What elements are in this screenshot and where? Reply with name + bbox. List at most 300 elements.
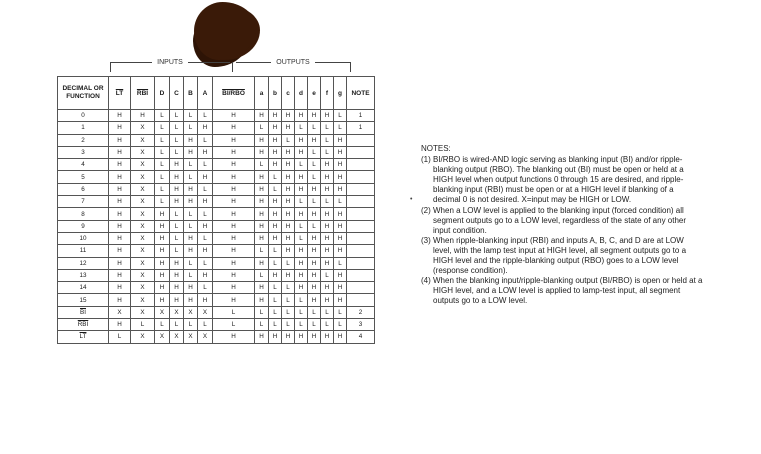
column-header: C [170,77,184,110]
ink-blot [194,2,256,60]
table-cell: L [269,257,282,269]
table-cell: X [198,306,213,318]
note-text: When ripple-blanking input (RBI) and inputs A, B, C, and D are at LOW level, with the lamp test input at HIGH level, all segment outputs go to a HIGH level and the ripple-blanking output (RBO) goes to a LOW level (response condition). [433,235,687,276]
table-cell: H [255,171,269,183]
table-cell: H [213,146,255,158]
header-row [58,77,375,110]
table-cell: L [269,319,282,331]
table-cell: H [109,319,131,331]
table-cell: L [334,257,347,269]
table-row [58,122,375,134]
table-cell: H [334,134,347,146]
table-cell: H [109,220,131,232]
table-cell: H [184,245,198,257]
table-cell: L [109,331,131,343]
table-cell: L [308,171,321,183]
table-cell: H [334,171,347,183]
table-cell: H [170,269,184,281]
table-cell [347,245,375,257]
table-cell: X [184,331,198,343]
table-cell: L [255,269,269,281]
table-cell: L [170,220,184,232]
table-cell: X [131,257,155,269]
note-text: When the blanking input/ripple-blanking output (BI/RBO) is open or held at a HIGH level, and a LOW level is applied to lamp-test input, all segment outputs go to a LOW level. [433,276,703,306]
table-cell: H [334,159,347,171]
table-cell: H [109,146,131,158]
table-cell: 1 [347,110,375,122]
table-cell: H [334,269,347,281]
table-cell: H [255,331,269,343]
table-cell: H [155,257,170,269]
table-cell: H [184,232,198,244]
table-cell: L [295,319,308,331]
table-cell: H [282,232,295,244]
table-cell: L [155,319,170,331]
table-cell: X [131,220,155,232]
table-cell: H [213,269,255,281]
table-cell: H [131,110,155,122]
table-cell: L [170,319,184,331]
column-header: NOTE [347,77,375,110]
table-cell: H [213,183,255,195]
table-row [58,232,375,244]
row-label: $\overline{RBI}$ [58,319,109,331]
table-cell: H [321,208,334,220]
table-cell: H [295,208,308,220]
table-cell: L [170,110,184,122]
table-cell: H [308,245,321,257]
table-cell: H [334,331,347,343]
table-cell: L [155,171,170,183]
table-cell: L [184,171,198,183]
table-cell: L [155,110,170,122]
table-cell: H [184,294,198,306]
row-label: 7 [58,196,109,208]
table-cell: X [184,306,198,318]
table-cell: X [170,306,184,318]
table-cell: X [131,245,155,257]
note-number: (2) [421,205,431,215]
table-cell: L [308,220,321,232]
table-cell: H [213,171,255,183]
table-row [58,269,375,281]
table-row [58,319,375,331]
table-cell: X [109,306,131,318]
table-cell: H [198,196,213,208]
table-cell: L [321,122,334,134]
table-row [58,245,375,257]
table-cell: H [269,196,282,208]
table-cell [347,232,375,244]
table-cell: H [282,269,295,281]
table-cell: H [269,146,282,158]
table-cell: L [334,122,347,134]
table-cell: H [109,110,131,122]
table-cell: L [321,269,334,281]
row-label: 11 [58,245,109,257]
table-cell: H [184,183,198,195]
table-cell: H [308,282,321,294]
table-cell: H [334,232,347,244]
table-cell: L [255,122,269,134]
table-cell: H [109,269,131,281]
table-row [58,159,375,171]
outputs-group-label [236,55,350,69]
table-cell: H [269,110,282,122]
row-label: 8 [58,208,109,220]
table-cell: X [131,208,155,220]
table-cell: L [184,208,198,220]
column-header: $\overline{LT}$ [109,77,131,110]
notes-heading: NOTES: [421,144,451,153]
table-row [58,183,375,195]
table-cell: L [198,319,213,331]
table-cell: H [255,196,269,208]
table-cell: H [109,294,131,306]
table-cell: H [321,110,334,122]
table-cell: H [321,257,334,269]
table-cell [347,220,375,232]
column-header: $\overline{RBI}$ [131,77,155,110]
table-cell: L [198,208,213,220]
row-label: 15 [58,294,109,306]
table-cell: H [198,220,213,232]
table-cell: L [184,220,198,232]
table-cell: H [109,232,131,244]
table-cell: H [308,232,321,244]
table-cell: H [155,232,170,244]
table-cell: H [295,245,308,257]
table-cell: 4 [347,331,375,343]
table-cell: H [269,208,282,220]
table-cell: H [308,294,321,306]
table-cell: X [131,294,155,306]
row-label: 2 [58,134,109,146]
table-cell: H [269,269,282,281]
table-cell: L [321,146,334,158]
table-cell: H [198,171,213,183]
row-label: 0 [58,110,109,122]
table-cell: H [321,282,334,294]
table-cell: H [282,196,295,208]
table-cell: H [255,220,269,232]
table-cell: H [255,257,269,269]
table-cell: H [282,183,295,195]
table-cell: H [213,294,255,306]
table-cell [347,257,375,269]
table-cell: L [184,319,198,331]
table-cell: L [334,196,347,208]
table-row [58,220,375,232]
row-label: 1 [58,122,109,134]
row-label: 9 [58,220,109,232]
table-cell: L [282,257,295,269]
note-number: (1) [421,155,431,165]
table-row [58,257,375,269]
table-cell: L [170,232,184,244]
table-cell: H [295,183,308,195]
table-cell: L [155,134,170,146]
table-cell: H [109,134,131,146]
note-number: (3) [421,235,431,245]
column-header: b [269,77,282,110]
table-cell: L [184,159,198,171]
note-number: (4) [421,276,431,286]
table-cell: H [295,171,308,183]
row-label: $\overline{BI}$ [58,306,109,318]
table-cell: L [295,196,308,208]
table-cell: L [155,146,170,158]
table-cell: H [321,232,334,244]
table-cell: H [295,134,308,146]
table-cell: H [282,159,295,171]
table-cell: H [321,294,334,306]
column-header: c [282,77,295,110]
table-cell: H [282,245,295,257]
table-cell: L [269,183,282,195]
table-cell: L [308,319,321,331]
table-cell: L [334,110,347,122]
table-row [58,146,375,158]
table-cell: H [255,146,269,158]
table-cell: L [198,134,213,146]
column-header: A [198,77,213,110]
inputs-label: INPUTS [157,58,183,66]
table-cell: H [109,282,131,294]
table-cell: L [334,319,347,331]
table-cell: L [295,232,308,244]
table-cell: L [308,159,321,171]
table-cell: H [213,331,255,343]
table-cell [347,171,375,183]
table-cell: H [334,294,347,306]
table-cell: H [109,159,131,171]
table-cell: H [282,331,295,343]
table-cell: L [170,245,184,257]
table-cell: L [321,306,334,318]
table-cell: L [295,306,308,318]
column-header: BI/RBO [213,77,255,110]
table-cell: H [155,294,170,306]
table-cell: L [308,196,321,208]
table-cell: H [170,183,184,195]
table-cell: L [170,122,184,134]
table-cell: X [131,183,155,195]
table-cell: H [334,208,347,220]
table-cell: L [321,319,334,331]
table-cell: H [308,208,321,220]
table-cell: H [295,282,308,294]
table-cell: H [334,282,347,294]
table-cell: H [213,257,255,269]
table-cell: L [269,245,282,257]
table-cell: H [109,196,131,208]
table-cell: H [155,245,170,257]
table-cell: H [282,122,295,134]
column-header: DECIMAL OR FUNCTION [58,77,109,110]
table-cell [347,159,375,171]
column-header: D [155,77,170,110]
table-cell [347,269,375,281]
table-cell: H [213,208,255,220]
table-cell: H [269,134,282,146]
table-cell: L [198,232,213,244]
table-cell: H [155,269,170,281]
table-cell: H [198,146,213,158]
table-cell: L [282,306,295,318]
row-label: 10 [58,232,109,244]
table-cell: H [198,294,213,306]
note-item [421,155,703,205]
note-text: BI/RBO is wired-AND logic serving as blanking input (BI) and/or ripple-blanking output (RBO). The blanking out (BI) must be open or held at a HIGH level when output functions 0 through 15 are desired, and ripple-blanking input (RBI) must be open or at a HIGH level if blanking of a decimal 0 is not desired. X=input may be HIGH or LOW. [433,155,684,205]
table-cell: L [155,159,170,171]
table-cell: H [213,282,255,294]
table-cell: H [170,196,184,208]
note-item [421,206,703,236]
table-row [58,331,375,343]
table-cell: L [184,110,198,122]
table-cell: H [282,146,295,158]
table-cell: H [184,282,198,294]
table-row [58,282,375,294]
table-cell: L [155,122,170,134]
row-label: 12 [58,257,109,269]
table-cell: L [295,294,308,306]
table-cell: H [295,331,308,343]
column-header: a [255,77,269,110]
table-cell: H [170,171,184,183]
table-cell: L [213,319,255,331]
table-cell: H [269,122,282,134]
table-cell: H [282,220,295,232]
table-cell: H [255,282,269,294]
table-cell: L [184,122,198,134]
table-cell: H [213,232,255,244]
row-label: 6 [58,183,109,195]
table-cell: 1 [347,122,375,134]
table-cell: X [170,331,184,343]
table-cell: H [155,282,170,294]
table-row [58,196,375,208]
table-cell: H [269,331,282,343]
bracket-tick [110,62,111,72]
table-cell: H [334,220,347,232]
table-cell: H [308,257,321,269]
table-cell: L [269,171,282,183]
table-cell: H [321,159,334,171]
table-cell: X [131,282,155,294]
table-cell: H [255,232,269,244]
table-cell: 3 [347,319,375,331]
table-cell: L [321,134,334,146]
notes-section [421,144,703,307]
table-cell: H [213,134,255,146]
table-cell: H [308,331,321,343]
table-cell: H [255,134,269,146]
table-cell: L [184,269,198,281]
table-cell: H [282,110,295,122]
table-cell: L [155,183,170,195]
table-cell: H [109,171,131,183]
table-cell: X [131,196,155,208]
table-cell: L [308,306,321,318]
table-cell: L [131,319,155,331]
table-cell: L [282,282,295,294]
table-row [58,208,375,220]
row-label: $\overline{LT}$ [58,331,109,343]
table-cell: H [213,245,255,257]
table-cell: L [184,257,198,269]
table-cell: L [198,257,213,269]
table-cell: H [295,110,308,122]
table-cell: H [334,183,347,195]
table-cell: X [155,331,170,343]
table-cell: H [213,220,255,232]
table-cell: H [321,171,334,183]
table-cell: L [170,208,184,220]
note-item [421,236,703,276]
table-cell: H [308,183,321,195]
table-cell [347,208,375,220]
column-header: f [321,77,334,110]
table-cell: H [170,294,184,306]
table-cell: H [155,220,170,232]
table-cell: H [282,171,295,183]
row-label: 13 [58,269,109,281]
table-cell: H [170,159,184,171]
table-cell: H [321,220,334,232]
table-cell: L [269,294,282,306]
table-cell: X [131,306,155,318]
table-cell: H [198,245,213,257]
table-cell: L [269,306,282,318]
table-cell: H [308,110,321,122]
table-cell: H [269,159,282,171]
table-cell: X [131,269,155,281]
table-row [58,294,375,306]
table-cell: L [269,282,282,294]
table-cell: L [295,159,308,171]
table-cell: H [109,208,131,220]
table-cell: H [198,122,213,134]
table-cell: L [255,319,269,331]
row-label: 3 [58,146,109,158]
table-cell [347,134,375,146]
table-cell: L [295,122,308,134]
table-cell: H [295,146,308,158]
table-cell: X [198,331,213,343]
table-cell: H [282,208,295,220]
table-cell: H [213,159,255,171]
table-cell: L [198,183,213,195]
table-cell: H [269,220,282,232]
table-cell: H [184,196,198,208]
table-cell: X [131,146,155,158]
table-cell: L [255,245,269,257]
table-cell: L [308,122,321,134]
table-cell: X [131,122,155,134]
table-cell: H [109,122,131,134]
bracket-tick [350,62,351,72]
column-header: B [184,77,198,110]
table-cell: X [131,171,155,183]
table-cell: X [155,306,170,318]
table-cell: H [308,269,321,281]
table-row [58,306,375,318]
table-cell: L [213,306,255,318]
table-cell: L [334,306,347,318]
bracket-tick [232,62,233,72]
